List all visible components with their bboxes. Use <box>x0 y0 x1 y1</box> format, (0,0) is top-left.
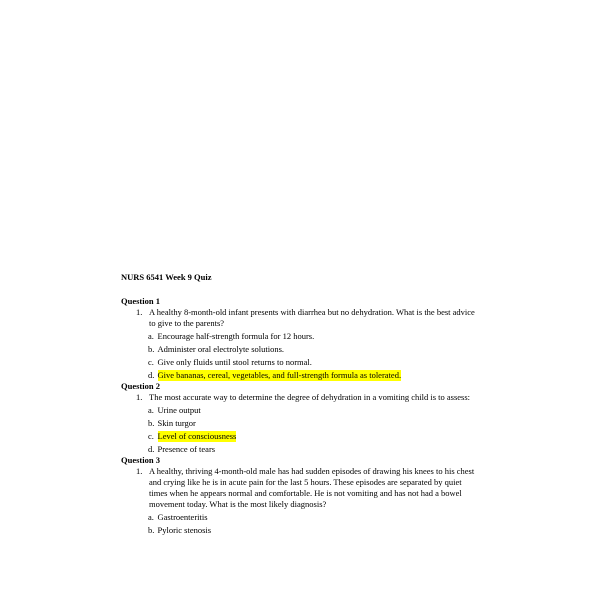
option-text: Administer oral electrolyte solutions. <box>157 343 285 354</box>
question-number: 1. <box>136 391 143 402</box>
question-1-heading: Question 1 <box>121 295 160 306</box>
question-number: 1. <box>136 465 143 476</box>
question-2-options <box>121 405 489 455</box>
question-3-stem <box>121 466 489 510</box>
option-letter: a. <box>148 511 154 522</box>
question-block-2 <box>121 381 489 455</box>
question-1-options <box>121 331 489 381</box>
question-2-stem <box>121 392 489 403</box>
option-text: Pyloric stenosis <box>157 524 212 535</box>
option-letter: d. <box>148 369 155 380</box>
question-3-options <box>121 512 489 536</box>
option-text: Gastroenteritis <box>157 511 208 522</box>
option-letter: b. <box>148 417 155 428</box>
option-row <box>148 405 489 416</box>
option-letter: a. <box>148 330 154 341</box>
option-row <box>148 344 489 355</box>
question-block-3 <box>121 455 489 536</box>
quiz-title: NURS 6541 Week 9 Quiz <box>121 272 212 282</box>
option-text: Presence of tears <box>157 443 216 454</box>
option-text: Encourage half-strength formula for 12 hours. <box>157 330 315 341</box>
question-3-heading: Question 3 <box>121 454 160 465</box>
option-row <box>148 512 489 523</box>
option-text: Give only fluids until stool returns to normal. <box>157 356 312 367</box>
option-letter: d. <box>148 443 155 454</box>
question-2-heading: Question 2 <box>121 380 160 391</box>
option-text: Urine output <box>157 404 201 415</box>
option-letter: b. <box>148 343 155 354</box>
option-text: Level of consciousness <box>157 430 237 441</box>
option-row <box>148 418 489 429</box>
option-row <box>148 357 489 368</box>
option-row-highlighted-answer <box>148 370 489 381</box>
question-text: The most accurate way to determine the degree of dehydration in a vomiting child is to assess: <box>149 391 471 402</box>
option-row <box>148 525 489 536</box>
question-number: 1. <box>136 306 143 317</box>
question-block-1 <box>121 296 489 381</box>
quiz-document <box>121 272 489 536</box>
question-1-stem <box>121 307 489 329</box>
option-text: Give bananas, cereal, vegetables, and full-strength formula as tolerated. <box>157 369 402 380</box>
option-letter: a. <box>148 404 154 415</box>
option-row <box>148 331 489 342</box>
question-text: A healthy, thriving 4-month-old male has had sudden episodes of drawing his knees to his chest and crying like he is in acute pain for the last 5 hours. These episodes are separated by quiet times when he appears normal and comfortable. He is not vomiting and has not had a bowel movement today. What is the most likely diagnosis? <box>149 465 475 509</box>
option-letter: c. <box>148 356 154 367</box>
option-letter: b. <box>148 524 155 535</box>
option-text: Skin turgor <box>157 417 196 428</box>
option-row-highlighted-answer <box>148 431 489 442</box>
option-row <box>148 444 489 455</box>
question-text: A healthy 8-month-old infant presents with diarrhea but no dehydration. What is the best advice to give to the parents? <box>149 306 475 328</box>
option-letter: c. <box>148 430 154 441</box>
